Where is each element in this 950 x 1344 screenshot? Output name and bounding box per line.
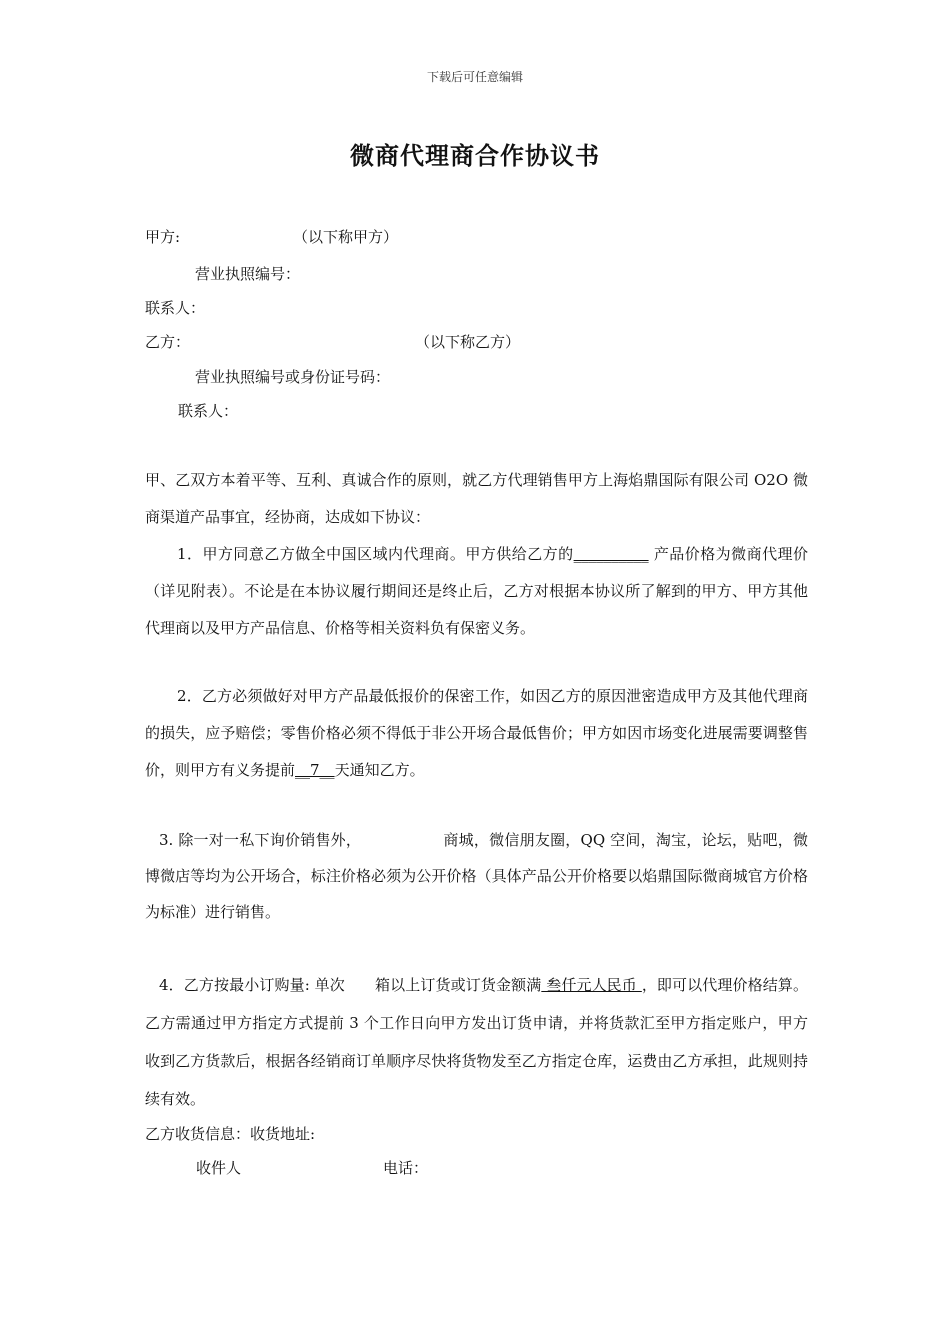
clause-4-mid: 箱以上订货或订货金额满: [374, 976, 542, 994]
clause-2-before: 2．乙方必须做好对甲方产品最低报价的保密工作，如因乙方的原因泄密造成甲方及其他代理商的损失，应予赔偿；零售价格必须不得低于非公开场合最低售价；甲方如因市场变化进展需要调整售价，则甲方有义务提前: [145, 687, 808, 779]
clause-2-after: 天通知乙方。: [334, 761, 425, 779]
party-b-suffix: （以下称乙方）: [415, 333, 521, 351]
party-b-contact-label: 联系人：: [178, 402, 239, 420]
clause-1-blank: __________: [573, 545, 649, 563]
receiving-label: 乙方收货信息：收货地址:: [145, 1125, 316, 1143]
clause-1-after: 产品价格为微商代理价（详见附表）。不论是在本协议履行期间还是终止后，乙方对根据本协议所了解到的甲方、甲方其他代理商以及甲方产品信息、价格等相关资料负有保密义务。: [145, 545, 808, 637]
clause-4-before: 4．乙方按最小订购量: 单次: [159, 976, 345, 994]
clause-4-amount: 叁仟元人民币: [541, 976, 642, 994]
page-title: 微商代理商合作协议书: [350, 141, 600, 170]
party-b-license-label: 营业执照编号或身份证号码：: [195, 368, 391, 386]
phone-label: 电话：: [383, 1159, 429, 1177]
clause-4-after: ，即可以代理价格结算。乙方需通过甲方指定方式提前 3 个工作日向甲方发出订货申请，并将货款汇至甲方指定账户，甲方收到乙方货款后，根据各经销商订单顺序尽快将货物发至乙方指定仓库，运费由乙方承担，此规则持续有效。: [145, 976, 808, 1108]
clause-2-days: __7__: [295, 761, 335, 779]
party-a-label: 甲方:: [145, 228, 181, 246]
clause-3-before: 3. 除一对一私下询价销售外，: [159, 831, 362, 849]
party-a-license-label: 营业执照编号：: [195, 265, 301, 283]
clause-1-before: 1．甲方同意乙方做全中国区域内代理商。甲方供给乙方的: [177, 545, 574, 563]
party-b-label: 乙方：: [145, 333, 191, 351]
intro-paragraph: 甲、乙双方本着平等、互利、真诚合作的原则，就乙方代理销售甲方上海焰鼎国际有限公司 O2O 微商渠道产品事宜，经协商，达成如下协议：: [145, 471, 808, 526]
recipient-label: 收件人: [196, 1159, 242, 1177]
party-a-suffix: （以下称甲方）: [293, 228, 399, 246]
header-note: 下载后可任意编辑: [426, 70, 523, 84]
party-a-contact-label: 联系人：: [145, 299, 206, 317]
clause-1: [145, 536, 808, 647]
clause-3-after: 商城，微信朋友圈，QQ 空间，淘宝，论坛，贴吧，微博微店等均为公开场合，标注价格必须为公开价格（具体产品公开价格要以焰鼎国际微商城官方价格为标准）进行销售。: [145, 831, 808, 921]
clause-3: [145, 822, 808, 930]
clause-4: [145, 966, 808, 1118]
clause-2: [145, 678, 808, 789]
